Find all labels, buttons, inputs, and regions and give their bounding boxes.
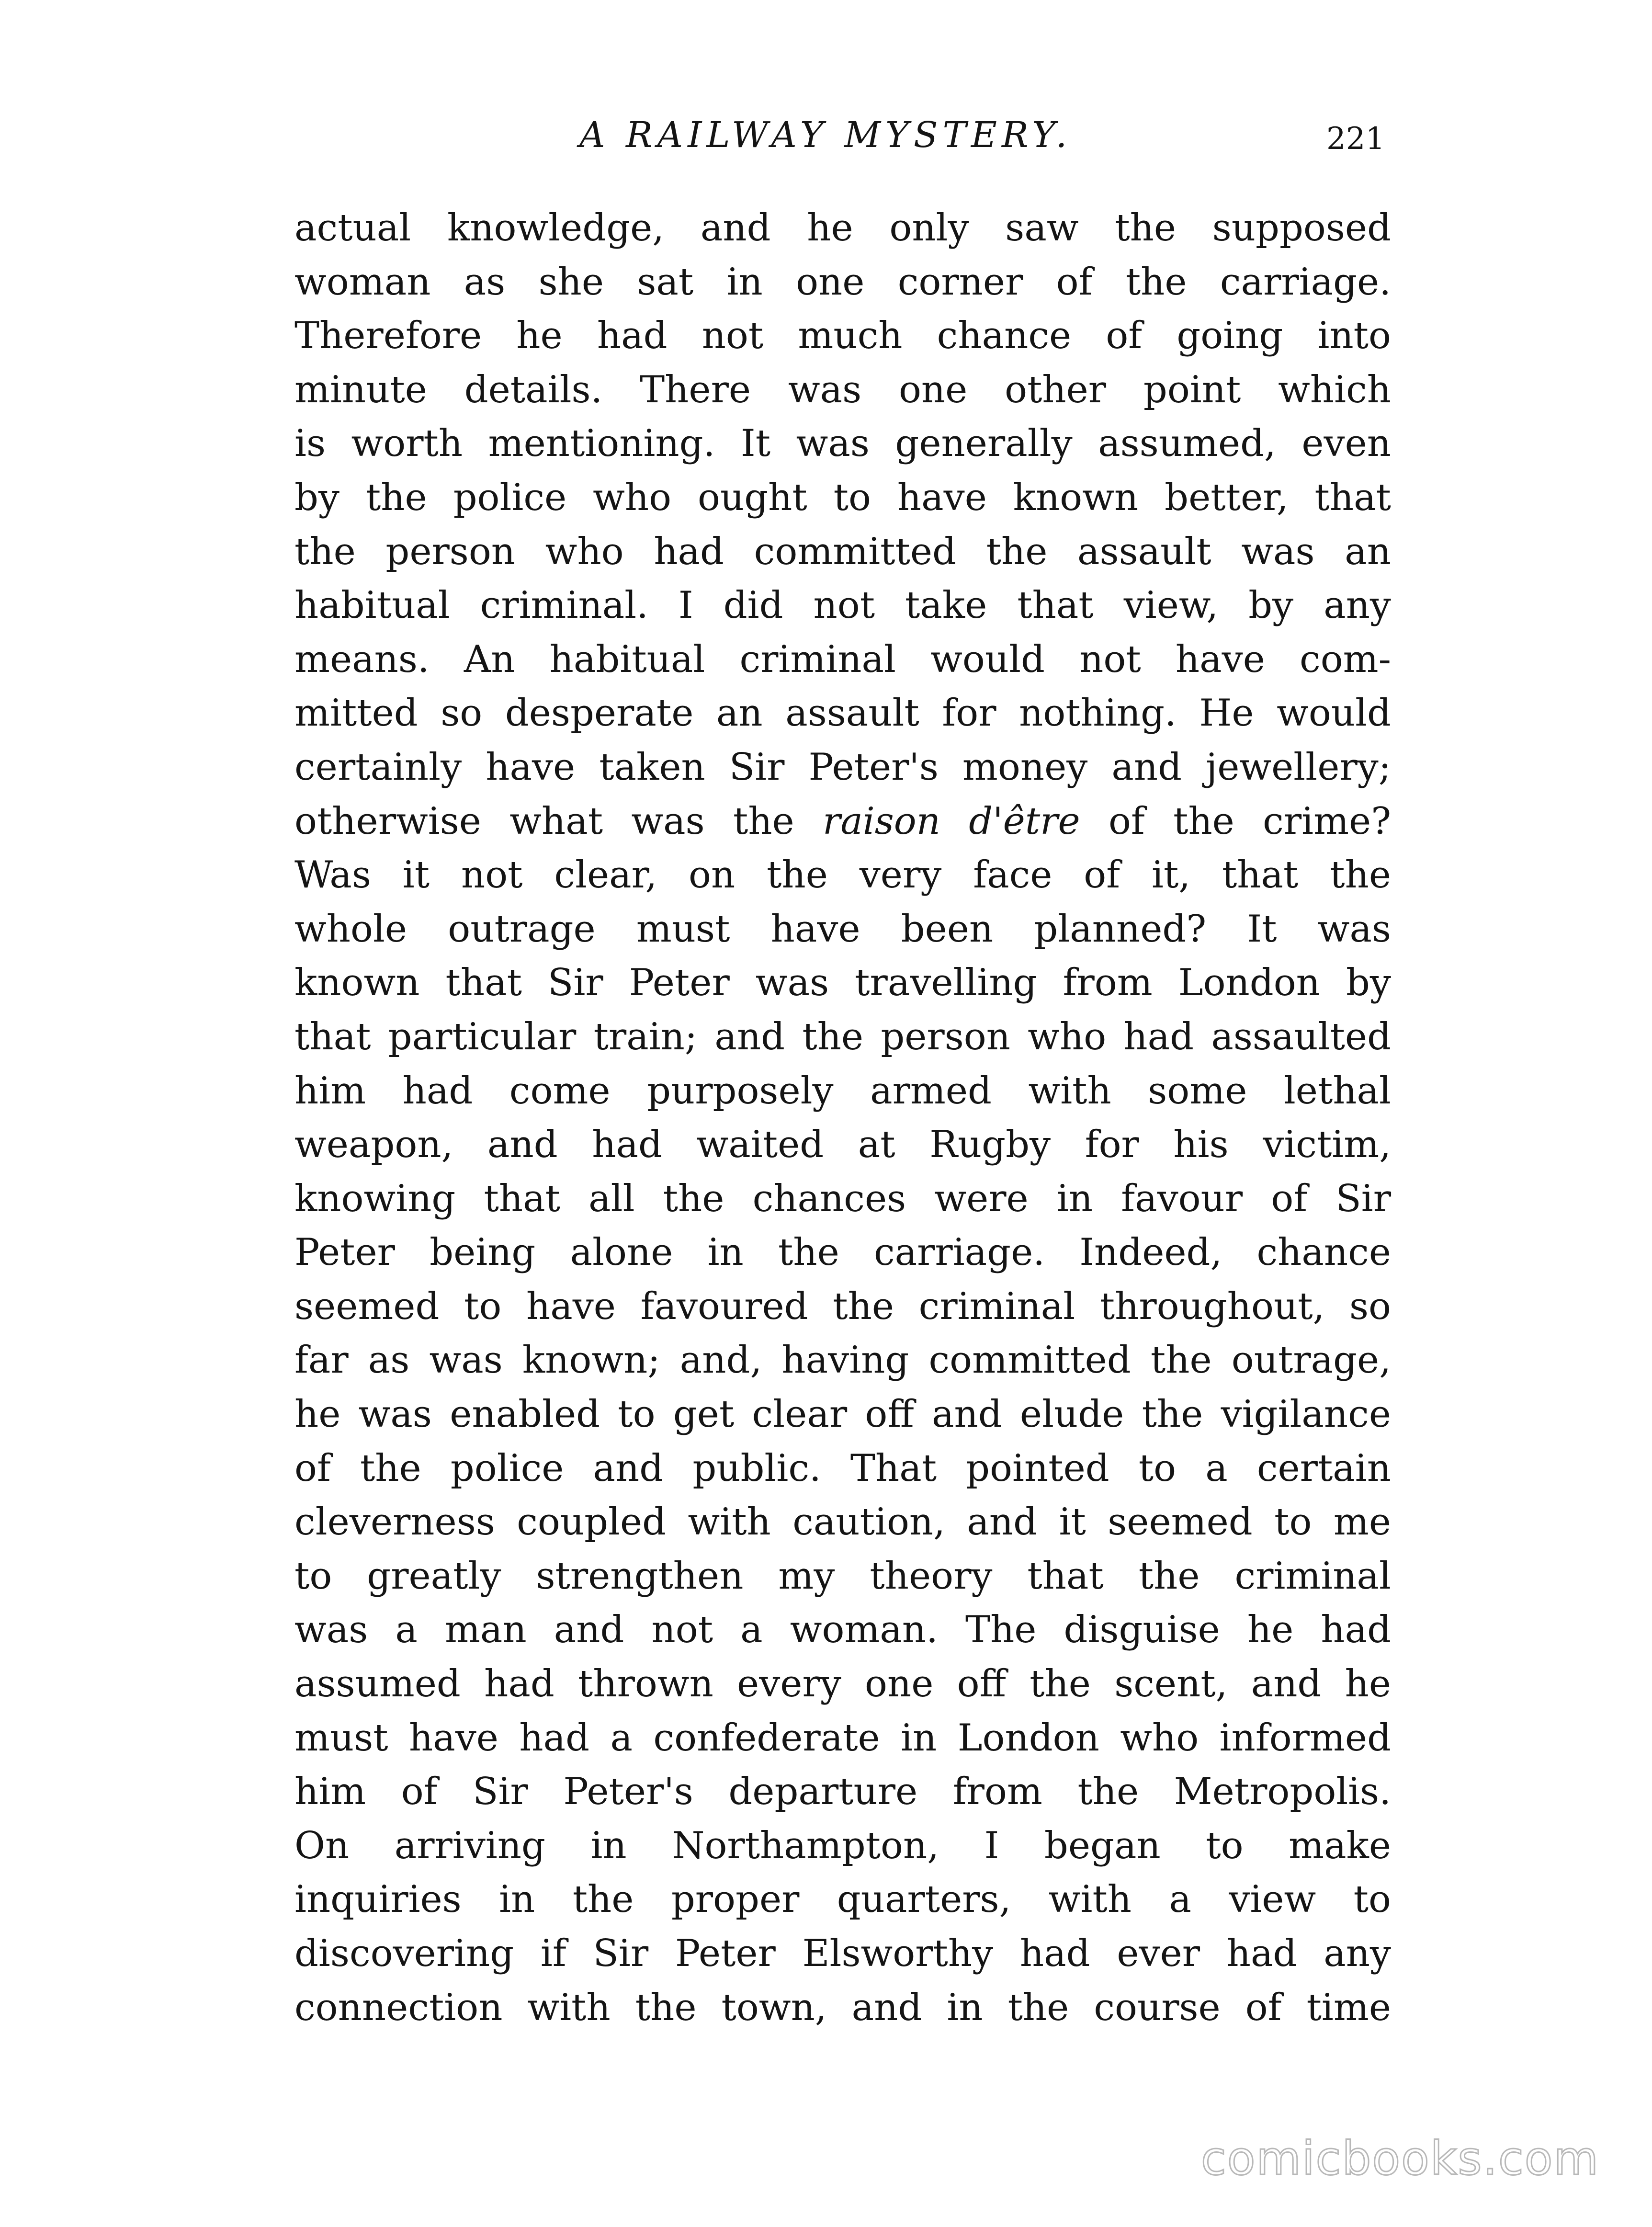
- text-line: knowing that all the chances were in favour of Sir: [294, 1177, 1391, 1220]
- text-line: actual knowledge, and he only saw the supposed: [294, 206, 1391, 250]
- text-line: by the police who ought to have known better, that: [294, 476, 1391, 519]
- text-line: he was enabled to get clear off and elude the vigilance: [294, 1393, 1391, 1436]
- text-line: connection with the town, and in the course of time: [294, 1986, 1391, 2029]
- text-line: On arriving in Northampton, I began to make: [294, 1824, 1391, 1867]
- running-title: A RAILWAY MYSTERY.: [579, 114, 1072, 156]
- text-line: Therefore he had not much chance of going into: [294, 314, 1391, 358]
- italic-phrase: raison d'être: [823, 799, 1080, 843]
- text-line: inquiries in the proper quarters, with a view to: [294, 1878, 1391, 1921]
- text-line: Was it not clear, on the very face of it, that the: [294, 853, 1391, 897]
- text-line: is worth mentioning. It was generally assumed, even: [294, 422, 1391, 466]
- text-line: to greatly strengthen my theory that the criminal: [294, 1554, 1391, 1598]
- text-line: Peter being alone in the carriage. Indeed, chance: [294, 1231, 1391, 1274]
- text-line: seemed to have favoured the criminal throughout, so: [294, 1284, 1391, 1328]
- page-number: 221: [1326, 121, 1385, 157]
- text-line: of the police and public. That pointed to a certain: [294, 1446, 1391, 1490]
- text-line: minute details. There was one other point which: [294, 368, 1391, 411]
- text-line: whole outrage must have been planned? It was: [294, 907, 1391, 951]
- text-line: him had come purposely armed with some lethal: [294, 1069, 1391, 1113]
- text-line: cleverness coupled with caution, and it seemed to me: [294, 1500, 1391, 1544]
- text-line: assumed had thrown every one off the scent, and he: [294, 1662, 1391, 1706]
- text-line: him of Sir Peter's departure from the Metropolis.: [294, 1770, 1391, 1814]
- text-line: was a man and not a woman. The disguise he had: [294, 1608, 1391, 1652]
- text-line: far as was known; and, having committed the outrage,: [294, 1339, 1391, 1382]
- text-line: weapon, and had waited at Rugby for his victim,: [294, 1123, 1391, 1167]
- text-line: woman as she sat in one corner of the carriage.: [294, 260, 1391, 304]
- text-line: the person who had committed the assault was an: [294, 530, 1391, 573]
- text-line: known that Sir Peter was travelling from London by: [294, 961, 1391, 1005]
- text-line: otherwise what was the raison d'être of the crime?: [294, 799, 1392, 843]
- text-line: that particular train; and the person who had assaulted: [294, 1015, 1391, 1058]
- site-watermark: comicbooks.com: [1200, 2132, 1599, 2185]
- text-line: must have had a confederate in London who informed: [294, 1716, 1391, 1760]
- text-line: discovering if Sir Peter Elsworthy had ever had any: [294, 1932, 1391, 1975]
- text-line: habitual criminal. I did not take that view, by any: [294, 584, 1391, 627]
- body-text: [294, 201, 1391, 2034]
- text-line: certainly have taken Sir Peter's money and jewellery;: [294, 745, 1391, 789]
- text-line: means. An habitual criminal would not have com-: [294, 637, 1391, 681]
- text-line: mitted so desperate an assault for nothing. He would: [294, 692, 1391, 735]
